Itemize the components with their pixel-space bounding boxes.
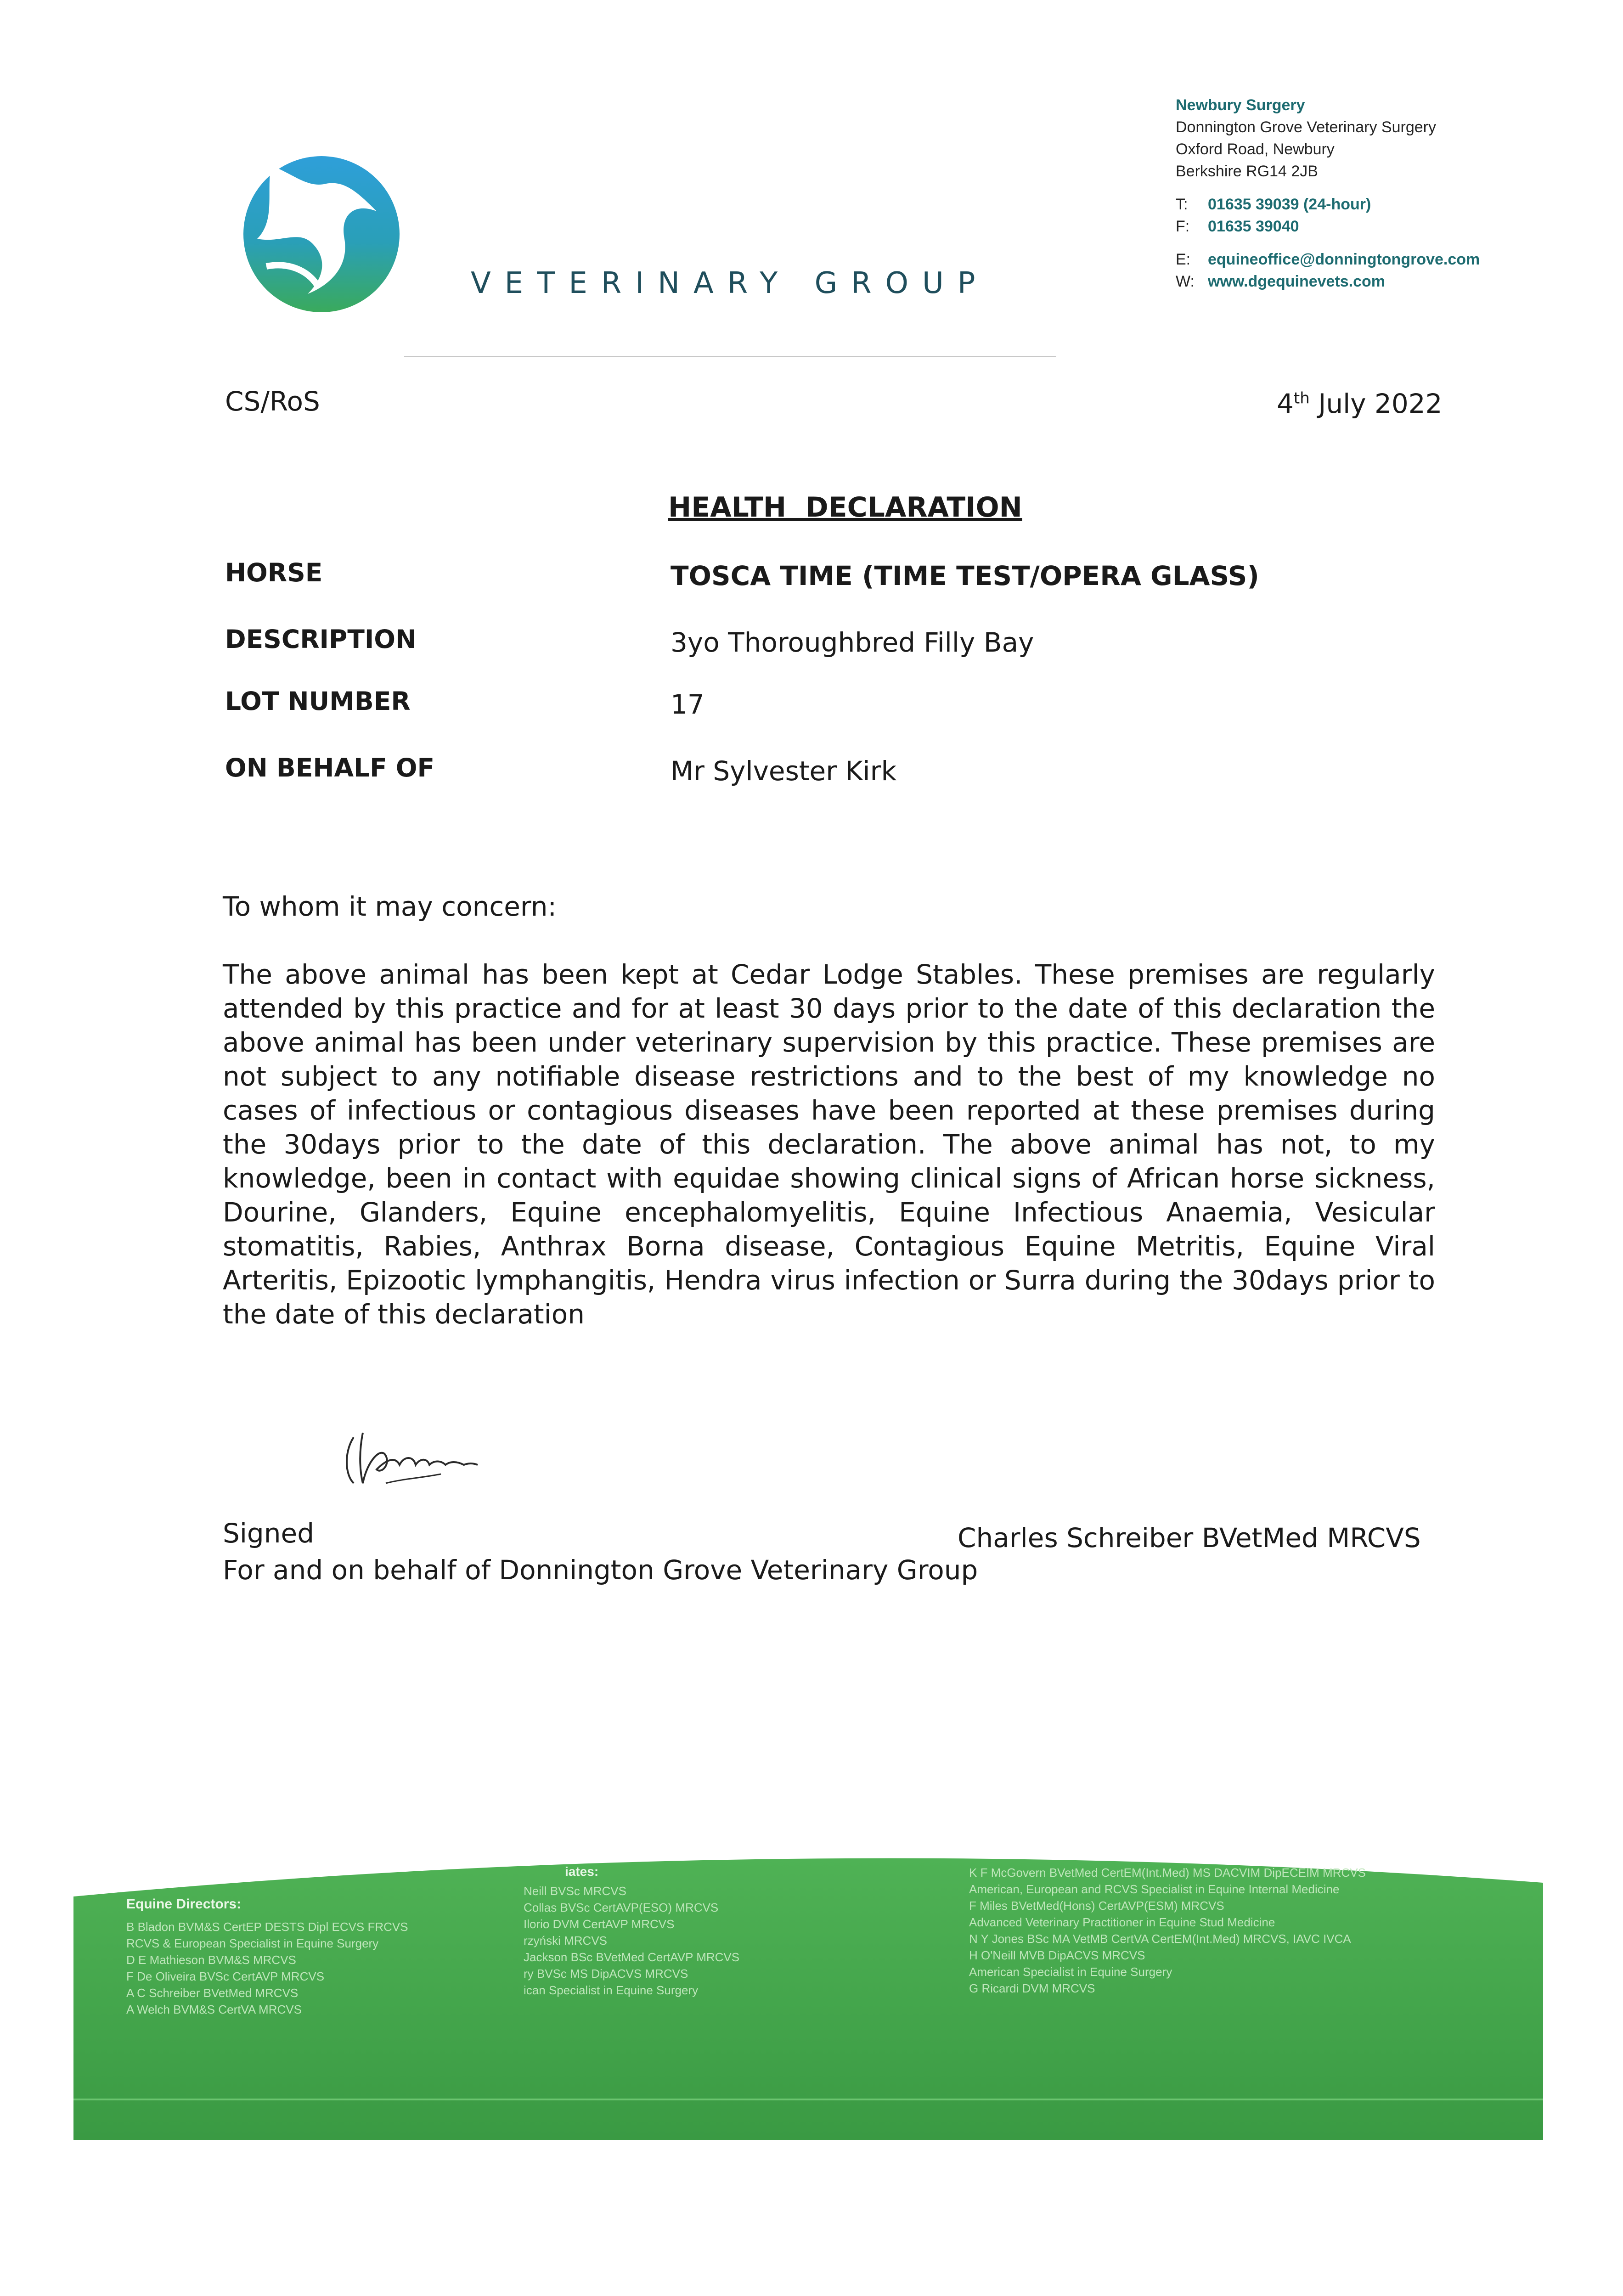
- list-item: Neill BVSc MRCVS: [524, 1884, 626, 1898]
- surgery-name: Newbury Surgery: [1176, 96, 1305, 114]
- signed-label: Signed: [223, 1518, 315, 1549]
- veterinary-group-logo: [239, 147, 404, 321]
- list-item: A Welch BVM&S CertVA MRCVS: [126, 2003, 302, 2016]
- web-line: [1176, 270, 1480, 293]
- list-item: Ilorio DVM CertAVP MRCVS: [524, 1917, 675, 1931]
- list-item: ry BVSc MS DipACVS MRCVS: [524, 1967, 688, 1981]
- list-item: K F McGovern BVetMed CertEM(Int.Med) MS DACVIM DipECEIM MRCVS: [969, 1866, 1366, 1880]
- web-link[interactable]: www.dgequinevets.com: [1208, 273, 1386, 290]
- letter-date: [1277, 388, 1443, 419]
- list-item: H O'Neill MVB DipACVS MRCVS: [969, 1948, 1145, 1962]
- list-item: ican Specialist in Equine Surgery: [524, 1983, 699, 1997]
- list-item: American, European and RCVS Specialist in Equine Internal Medicine: [969, 1882, 1340, 1896]
- web-label: W:: [1176, 273, 1195, 290]
- list-item: G Ricardi DVM MRCVS: [969, 1981, 1095, 1995]
- date-suffix: th: [1293, 389, 1310, 408]
- horse-label: HORSE: [225, 558, 323, 587]
- fax-number: 01635 39040: [1208, 218, 1299, 235]
- address-line: Oxford Road, Newbury: [1176, 141, 1335, 158]
- address-line: Donnington Grove Veterinary Surgery: [1176, 118, 1436, 136]
- address-block: [1176, 94, 1480, 293]
- on-behalf-statement: For and on behalf of Donnington Grove Veterinary Group: [223, 1554, 978, 1586]
- footer-directors-list: [126, 1919, 408, 2018]
- lot-number-value: 17: [671, 689, 704, 720]
- lot-number-label: LOT NUMBER: [225, 687, 411, 716]
- email-label: E:: [1176, 251, 1191, 268]
- salutation: To whom it may concern:: [223, 891, 557, 922]
- footer-other-vets-list: [969, 1864, 1366, 1997]
- telephone-label: T:: [1176, 196, 1188, 213]
- signatory-name: Charles Schreiber BVetMed MRCVS: [958, 1522, 1421, 1553]
- footer-associates-list: [524, 1883, 739, 1998]
- date-rest: July 2022: [1318, 388, 1443, 419]
- list-item: F Miles BVetMed(Hons) CertAVP(ESM) MRCVS: [969, 1899, 1224, 1913]
- list-item: Collas BVSc CertAVP(ESO) MRCVS: [524, 1901, 719, 1914]
- on-behalf-of-label: ON BEHALF OF: [225, 753, 435, 782]
- list-item: F De Oliveira BVSc CertAVP MRCVS: [126, 1970, 325, 1983]
- email-line: [1176, 248, 1480, 270]
- list-item: D E Mathieson BVM&S MRCVS: [126, 1953, 296, 1967]
- email-link[interactable]: equineoffice@donningtongrove.com: [1208, 251, 1480, 268]
- list-item: RCVS & European Specialist in Equine Surgery: [126, 1936, 379, 1950]
- list-item: American Specialist in Equine Surgery: [969, 1965, 1172, 1979]
- list-item: Jackson BSc BVetMed CertAVP MRCVS: [524, 1950, 740, 1964]
- group-name: VETERINARY GROUP: [471, 266, 989, 300]
- footer-associates-title: iates:: [565, 1864, 599, 1879]
- list-item: N Y Jones BSc MA VetMB CertVA CertEM(Int.Med) MRCVS, IAVC IVCA: [969, 1932, 1351, 1946]
- fax-label: F:: [1176, 218, 1190, 235]
- list-item: B Bladon BVM&S CertEP DESTS Dipl ECVS FRCVS: [126, 1920, 408, 1934]
- reference: CS/RoS: [225, 386, 320, 417]
- handwritten-signature: [335, 1419, 487, 1497]
- address-line: Berkshire RG14 2JB: [1176, 163, 1318, 180]
- horse-value: TOSCA TIME (TIME TEST/OPERA GLASS): [671, 560, 1259, 591]
- declaration-body: The above animal has been kept at Cedar Lodge Stables. These premises are regularly attended by this practice and for at least 30 days prior to the date of this declaration the above animal has been under veterinary supervision by this practice. These premises are not subject to any notifiable disease restrictions and to the best of my knowledge no cases of infectious or contagious diseases have been reported at these premises during the 30days prior to the date of this declaration. The above animal has not, to my knowledge, been in contact with equidae showing clinical signs of African horse sickness, Dourine, Glanders, Equine encephalomyelitis, Equine Infectious Anaemia, Vesicular stomatitis, Rabies, Anthrax Borna disease, Contagious Equine Metritis, Equine Viral Arteritis, Epizootic lymphangitis, Hendra virus infection or Surra during the 30days prior to the date of this declaration: [223, 959, 1435, 1330]
- telephone-line: [1176, 193, 1480, 215]
- telephone-number: 01635 39039 (24-hour): [1208, 196, 1371, 213]
- list-item: Advanced Veterinary Practitioner in Equine Stud Medicine: [969, 1915, 1275, 1929]
- date-day: 4: [1277, 388, 1294, 419]
- header-divider: [404, 356, 1056, 357]
- on-behalf-of-value: Mr Sylvester Kirk: [671, 755, 897, 787]
- description-value: 3yo Thoroughbred Filly Bay: [671, 627, 1034, 658]
- footer-directors-title: Equine Directors:: [126, 1896, 242, 1912]
- fax-line: [1176, 215, 1480, 237]
- list-item: rzyński MRCVS: [524, 1934, 608, 1947]
- description-label: DESCRIPTION: [225, 625, 417, 654]
- list-item: A C Schreiber BVetMed MRCVS: [126, 1986, 299, 2000]
- page-title: HEALTH DECLARATION: [668, 491, 1022, 523]
